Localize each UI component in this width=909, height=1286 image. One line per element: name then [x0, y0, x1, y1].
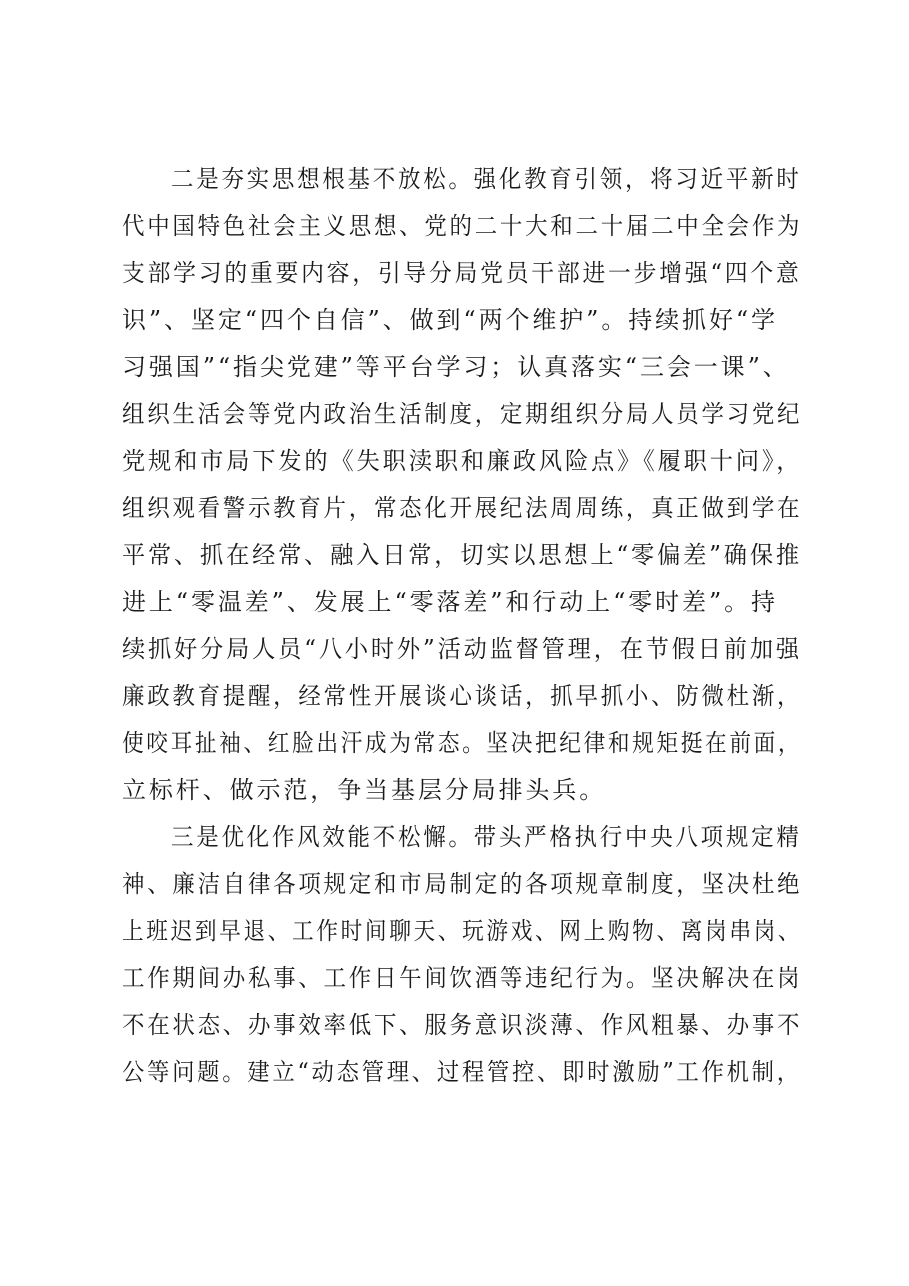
paragraph-3-line-5: 不在状态、办事效率低下、服务意识淡薄、作风粗暴、办事不 — [122, 1011, 803, 1039]
paragraph-2-line-5: 习强国”“指尖党建”等平台学习；认真落实“三会一课”、 — [122, 353, 790, 381]
paragraph-2-line-1: 二是夯实思想根基不放松。强化教育引领，将习近平新时 — [171, 165, 802, 193]
paragraph-2-line-7: 党规和市局下发的《失职渎职和廉政风险点》《履职十问》， — [122, 447, 803, 475]
paragraph-2-line-9: 平常、抓在经常、融入日常，切实以思想上“零偏差”确保推 — [122, 541, 802, 569]
paragraph-2-line-4: 识”、坚定“四个自信”、做到“两个维护”。持续抓好“学 — [122, 306, 778, 334]
paragraph-3-line-6: 公等问题。建立“动态管理、过程管控、即时激励”工作机制， — [122, 1058, 802, 1086]
paragraph-2-line-10: 进上“零温差”、发展上“零落差”和行动上“零时差”。持 — [122, 588, 778, 616]
paragraph-2-line-12: 廉政教育提醒，经常性开展谈心谈话，抓早抓小、防微杜渐， — [122, 682, 803, 710]
paragraph-3-line-4: 工作期间办私事、工作日午间饮酒等违纪行为。坚决解决在岗 — [122, 964, 803, 992]
paragraph-2-line-2: 代中国特色社会主义思想、党的二十大和二十届二中全会作为 — [122, 212, 803, 240]
paragraph-3-line-1: 三是优化作风效能不松懈。带头严格执行中央八项规定精 — [171, 823, 802, 851]
paragraph-3-line-3: 上班迟到早退、工作时间聊天、玩游戏、网上购物、离岗串岗、 — [122, 917, 803, 945]
paragraph-3-line-2: 神、廉洁自律各项规定和市局制定的各项规章制度，坚决杜绝 — [122, 870, 803, 898]
paragraph-2-line-6: 组织生活会等党内政治生活制度，定期组织分局人员学习党纪 — [122, 400, 803, 428]
paragraph-2-line-14: 立标杆、做示范，争当基层分局排头兵。 — [122, 776, 607, 804]
paragraph-2-line-8: 组织观看警示教育片，常态化开展纪法周周练，真正做到学在 — [122, 494, 803, 522]
paragraph-2-line-13: 使咬耳扯袖、红脸出汗成为常态。坚决把纪律和规矩挺在前面， — [122, 729, 803, 757]
paragraph-2-line-11: 续抓好分局人员“八小时外”活动监督管理，在节假日前加强 — [122, 635, 802, 663]
paragraph-2-line-3: 支部学习的重要内容，引导分局党员干部进一步增强“四个意 — [122, 259, 802, 287]
